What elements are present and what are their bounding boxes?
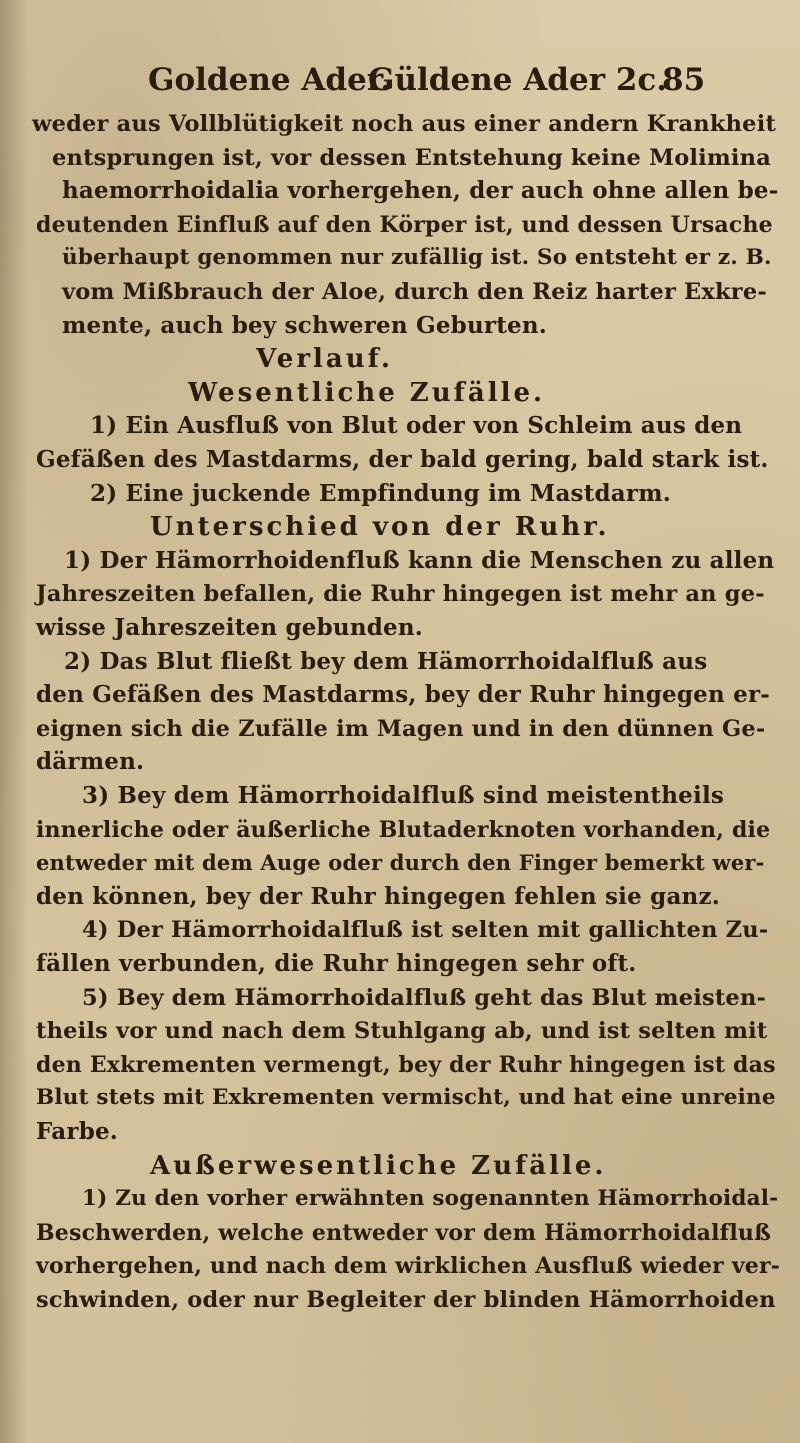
text-line: entsprungen ist, vor dessen Entstehung keine Molimina — [52, 145, 771, 171]
text-line: Beschwerden, welche entweder vor dem Hämorrhoidalfluß — [36, 1220, 771, 1246]
text-line: deutenden Einfluß auf den Körper ist, und dessen Ursache — [36, 212, 773, 238]
text-line: theils vor und nach dem Stuhlgang ab, und ist selten mit — [36, 1018, 768, 1044]
text-line: haemorrhoidalia vorhergehen, der auch ohne allen be- — [62, 177, 779, 204]
text-line: innerliche oder äußerliche Blutaderknoten vorhanden, die — [36, 817, 771, 843]
text-line: entweder mit dem Auge oder durch den Finger bemerkt wer- — [36, 850, 765, 875]
text-line: den Gefäßen des Mastdarms, bey der Ruhr hingegen er- — [36, 681, 771, 708]
text-line: vorhergehen, und nach dem wirklichen Ausfluß wieder ver- — [36, 1253, 781, 1279]
text-line: fällen verbunden, die Ruhr hingegen sehr oft. — [36, 950, 637, 977]
text-line: vom Mißbrauch der Aloe, durch den Reiz harter Exkre- — [62, 279, 767, 305]
text-line: weder aus Vollblütigkeit noch aus einer andern Krankheit — [32, 111, 777, 137]
text-line: 2) Das Blut fließt bey dem Hämorrhoidalfluß aus — [64, 648, 708, 675]
page-number: 85 — [662, 62, 706, 98]
text-line: Farbe. — [36, 1118, 119, 1145]
text-line: Blut stets mit Exkrementen vermischt, und hat eine unreine — [36, 1085, 776, 1110]
text-line: 2) Eine juckende Empfindung im Mastdarm. — [90, 480, 671, 507]
text-line: den Exkrementen vermengt, bey der Ruhr hingegen ist das — [36, 1052, 776, 1078]
text-line: 3) Bey dem Hämorrhoidalfluß sind meistentheils — [82, 782, 725, 809]
text-line: Gefäßen des Mastdarms, der bald gering, bald stark ist. — [36, 446, 769, 473]
text-line: mente, auch bey schweren Geburten. — [62, 312, 547, 339]
text-line: den können, bey der Ruhr hingegen fehlen sie ganz. — [36, 883, 720, 910]
text-line: 5) Bey dem Hämorrhoidalfluß geht das Blut meisten- — [82, 985, 767, 1011]
text-line: schwinden, oder nur Begleiter der blinden Hämorrhoiden — [36, 1287, 776, 1313]
text-line: därmen. — [36, 748, 145, 775]
header-left-title: Goldene Ader. — [148, 62, 392, 98]
text-line: wisse Jahreszeiten gebunden. — [36, 614, 423, 641]
text-line: 1) Zu den vorher erwähnten sogenannten Hämorrhoidal- — [82, 1186, 779, 1211]
section-heading-wesentliche: Wesentliche Zufälle. — [188, 378, 546, 408]
text-line: 1) Der Hämorrhoidenfluß kann die Menschen zu allen — [64, 547, 775, 574]
section-heading-unterschied: Unterschied von der Ruhr. — [150, 512, 610, 542]
section-heading-verlauf: Verlauf. — [256, 344, 393, 374]
text-line: überhaupt genommen nur zufällig ist. So entsteht er z. B. — [62, 245, 772, 270]
text-line: eignen sich die Zufälle im Magen und in den dünnen Ge- — [36, 716, 766, 742]
text-line: 4) Der Hämorrhoidalfluß ist selten mit gallichten Zu- — [82, 917, 769, 943]
text-line: Jahreszeiten befallen, die Ruhr hingegen ist mehr an ge- — [36, 581, 765, 607]
text-line: 1) Ein Ausfluß von Blut oder von Schleim aus den — [90, 412, 743, 439]
section-heading-ausserwesentliche: Außerwesentliche Zufälle. — [150, 1151, 607, 1181]
header-right-title: Güldene Ader 2c. — [368, 62, 668, 98]
